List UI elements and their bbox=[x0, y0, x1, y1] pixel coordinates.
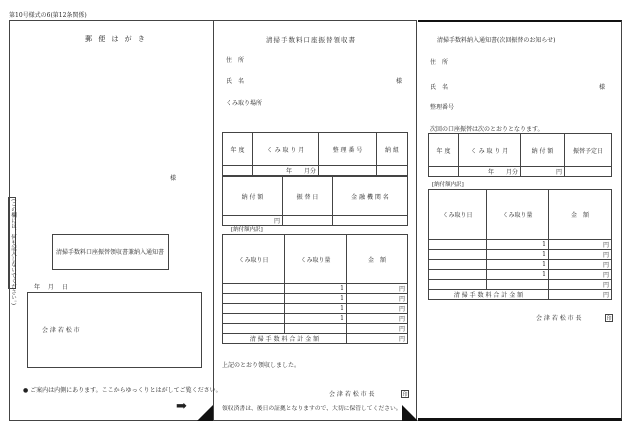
table-row bbox=[223, 314, 408, 324]
cell-bank bbox=[333, 216, 408, 226]
table-row bbox=[429, 260, 612, 270]
quantity-cell: 1 bbox=[285, 314, 347, 324]
receipt-mayor: 会 津 若 松 市 長 bbox=[329, 391, 375, 398]
quantity-cell bbox=[285, 324, 347, 334]
th-quantity: くみ取り量 bbox=[487, 190, 549, 240]
cell-group bbox=[377, 166, 408, 176]
notice-table-1 bbox=[428, 133, 612, 177]
table-row bbox=[223, 304, 408, 314]
cell-amount: 円 bbox=[521, 167, 565, 177]
notice-breakdown-table bbox=[428, 189, 612, 300]
amount-cell: 円 bbox=[549, 250, 612, 260]
receipt-table-1 bbox=[222, 132, 408, 176]
notice-breakdown-label: [納付額内訳] bbox=[432, 182, 464, 188]
address-label: 住 所 bbox=[226, 57, 245, 64]
notice-address-label: 住 所 bbox=[430, 59, 449, 66]
quantity-cell: 1 bbox=[487, 260, 549, 270]
corner-tab bbox=[197, 405, 213, 421]
cell-month: 年 月分 bbox=[459, 167, 521, 177]
date-label: 年 月 日 bbox=[34, 284, 71, 291]
cell-transfer-date bbox=[283, 216, 333, 226]
quantity-cell: 1 bbox=[487, 250, 549, 260]
quantity-cell: 1 bbox=[285, 294, 347, 304]
amount-cell: 円 bbox=[549, 280, 612, 290]
th-year: 年 度 bbox=[429, 134, 459, 167]
amount-cell: 円 bbox=[347, 284, 408, 294]
amount-cell: 円 bbox=[347, 324, 408, 334]
number-label: 整理番号 bbox=[430, 104, 455, 111]
quantity-cell: 1 bbox=[285, 284, 347, 294]
notice-title: 清掃手数料納入通知書(次回振替のお知らせ) bbox=[437, 37, 556, 44]
keep-note: 領収済書は、後日の証拠となりますので、大切に保管してください。 bbox=[222, 406, 402, 412]
addressee-sama: 様 bbox=[170, 175, 177, 182]
notice-sama: 様 bbox=[599, 84, 606, 91]
notice-seal: 印 bbox=[606, 316, 612, 322]
th-group: 納 組 bbox=[377, 133, 408, 166]
th-sum: 金 額 bbox=[347, 235, 408, 284]
th-month: く み 取 り 月 bbox=[459, 134, 521, 167]
total-label: 清 掃 手 数 料 合 計 金 額 bbox=[223, 334, 347, 344]
th-year: 年 度 bbox=[223, 133, 253, 166]
total-row bbox=[223, 334, 408, 344]
open-instructions: ● ご案内は内側にあります。ここからゆっくりとはがしてご覧ください。 bbox=[23, 387, 222, 394]
quantity-cell bbox=[487, 280, 549, 290]
table-row bbox=[223, 294, 408, 304]
th-number: 整 理 番 号 bbox=[319, 133, 377, 166]
th-amount: 納 付 額 bbox=[521, 134, 565, 167]
postcard-title: 郵 便 は が き bbox=[85, 35, 147, 43]
name-sama: 様 bbox=[396, 78, 403, 85]
breakdown-label: [納付額内訳] bbox=[231, 227, 263, 233]
cell-month: 年 月分 bbox=[253, 166, 319, 176]
sender-name: 会 津 若 松 市 bbox=[42, 327, 80, 334]
receipt-seal: 印 bbox=[402, 392, 408, 398]
inner-box-title: 清掃手数料口座振替領収書兼納入通知書 bbox=[56, 249, 165, 256]
place-label: くみ取り場所 bbox=[226, 100, 263, 107]
amount-cell: 円 bbox=[347, 314, 408, 324]
total-row bbox=[429, 290, 612, 300]
cell-amount: 円 bbox=[223, 216, 283, 226]
table-row bbox=[223, 284, 408, 294]
amount-cell: 円 bbox=[347, 304, 408, 314]
quantity-cell: 1 bbox=[487, 270, 549, 280]
arrow-right-icon: ➡ bbox=[176, 399, 187, 414]
name-label: 氏 名 bbox=[226, 78, 245, 85]
table-row bbox=[429, 270, 612, 280]
th-amount: 納 付 額 bbox=[223, 177, 283, 216]
th-month: く み 取 り 月 bbox=[253, 133, 319, 166]
amount-cell: 円 bbox=[549, 270, 612, 280]
form-id: 第10号様式の6(第12条関係) bbox=[9, 12, 87, 19]
notice-name-label: 氏 名 bbox=[430, 84, 449, 91]
th-transfer-date: 振 替 日 bbox=[283, 177, 333, 216]
notice-mayor: 会 津 若 松 市 長 bbox=[536, 315, 582, 322]
th-date: くみ取り日 bbox=[429, 190, 487, 240]
cell-scheduled-date bbox=[565, 167, 612, 177]
receipt-table-2 bbox=[222, 176, 408, 226]
total-amount: 円 bbox=[347, 334, 408, 344]
next-transfer-note: 次回の口座振替は次のとおりとなります。 bbox=[430, 126, 544, 133]
receipt-breakdown-table bbox=[222, 234, 408, 344]
total-label: 清 掃 手 数 料 合 計 金 額 bbox=[429, 290, 549, 300]
amount-cell: 円 bbox=[549, 240, 612, 250]
table-row bbox=[429, 240, 612, 250]
th-sum: 金 額 bbox=[549, 190, 612, 240]
receipt-title: 清掃手数料口座振替領収書 bbox=[266, 36, 356, 44]
th-date: くみ取り日 bbox=[223, 235, 285, 284]
quantity-cell: 1 bbox=[285, 304, 347, 314]
th-quantity: くみ取り量 bbox=[285, 235, 347, 284]
cell-year bbox=[223, 166, 253, 176]
table-row bbox=[429, 250, 612, 260]
received-note: 上記のとおり領収しました。 bbox=[222, 362, 301, 369]
amount-cell: 円 bbox=[549, 260, 612, 270]
table-row bbox=[429, 280, 612, 290]
corner-tab bbox=[402, 405, 418, 421]
total-amount: 円 bbox=[549, 290, 612, 300]
cell-number bbox=[319, 166, 377, 176]
th-scheduled-date: 振替予定日 bbox=[565, 134, 612, 167]
quantity-cell: 1 bbox=[487, 240, 549, 250]
cell-year bbox=[429, 167, 459, 177]
side-note: (この欄には、何も記入しないでください。) bbox=[10, 199, 16, 306]
amount-cell: 円 bbox=[347, 294, 408, 304]
table-row bbox=[223, 324, 408, 334]
th-bank: 金 融 機 関 名 bbox=[333, 177, 408, 216]
